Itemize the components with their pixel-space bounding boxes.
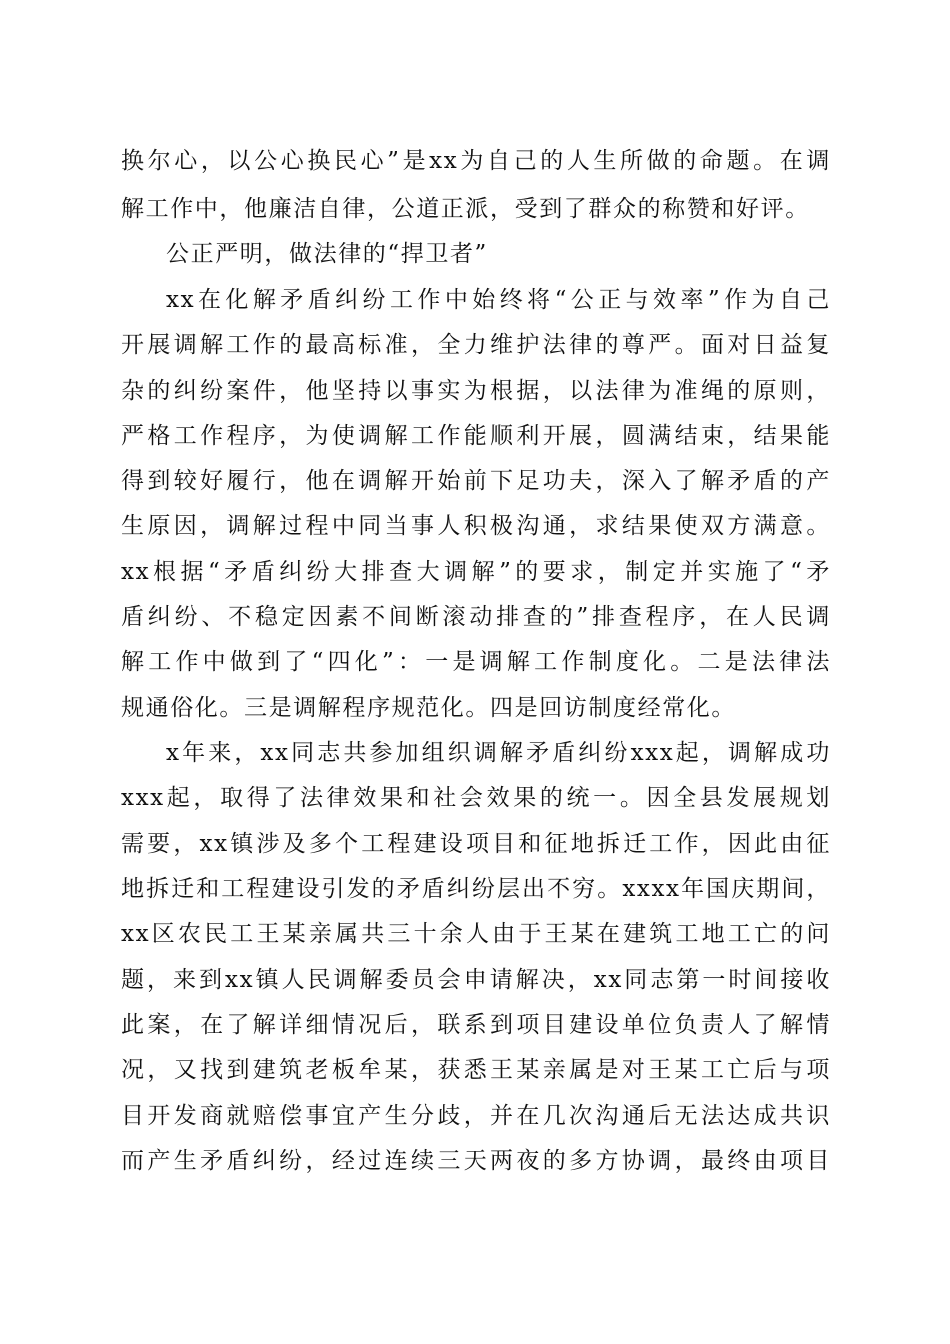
text-line: x年来，xx同志共参加组织调解矛盾纠纷xxx起，调解成功 <box>166 740 831 766</box>
text-line: 目开发商就赔偿事宜产生分歧，并在几次沟通后无法达成共识 <box>121 1103 831 1129</box>
text-line: xxx起，取得了法律效果和社会效果的统一。因全县发展规划 <box>121 785 831 811</box>
section-heading: 公正严明，做法律的“捍卫者” <box>166 241 488 267</box>
text-line: 况，又找到建筑老板牟某，获悉王某亲属是对王某工亡后与项 <box>121 1057 831 1083</box>
text-line: 开展调解工作的最高标准，全力维护法律的尊严。面对日益复 <box>121 332 831 358</box>
text-line: xx区农民工王某亲属共三十余人由于王某在建筑工地工亡的问 <box>121 921 831 947</box>
text-line: 规通俗化。三是调解程序规范化。四是回访制度经常化。 <box>121 695 736 721</box>
text-line: 解工作中，他廉洁自律，公道正派，受到了群众的称赞和好评。 <box>121 196 810 222</box>
text-line: 得到较好履行，他在调解开始前下足功夫，深入了解矛盾的产 <box>121 468 831 494</box>
text-line: 严格工作程序，为使调解工作能顺利开展，圆满结束，结果能 <box>121 423 831 449</box>
text-line: 盾纠纷、不稳定因素不间断滚动排查的”排查程序，在人民调 <box>121 604 831 630</box>
text-line: 地拆迁和工程建设引发的矛盾纠纷层出不穷。xxxx年国庆期间， <box>121 876 831 902</box>
text-line: 需要，xx镇涉及多个工程建设项目和征地拆迁工作，因此由征 <box>121 831 831 857</box>
text-line: 此案，在了解详细情况后，联系到项目建设单位负责人了解情 <box>121 1012 831 1038</box>
text-line: 题，来到xx镇人民调解委员会申请解决，xx同志第一时间接收 <box>121 967 831 993</box>
text-line: 生原因，调解过程中同当事人积极沟通，求结果使双方满意。 <box>121 513 831 539</box>
text-line: 而产生矛盾纠纷，经过连续三天两夜的多方协调，最终由项目 <box>121 1148 831 1174</box>
text-line: 解工作中做到了“四化”：一是调解工作制度化。二是法律法 <box>121 649 831 675</box>
text-line: xx在化解矛盾纠纷工作中始终将“公正与效率”作为自己 <box>166 287 831 313</box>
text-line: xx根据“矛盾纠纷大排查大调解”的要求，制定并实施了“矛 <box>121 559 831 585</box>
text-line: 杂的纠纷案件，他坚持以事实为根据，以法律为准绳的原则， <box>121 378 831 404</box>
text-line: 换尔心，以公心换民心”是xx为自己的人生所做的命题。在调 <box>121 148 831 174</box>
